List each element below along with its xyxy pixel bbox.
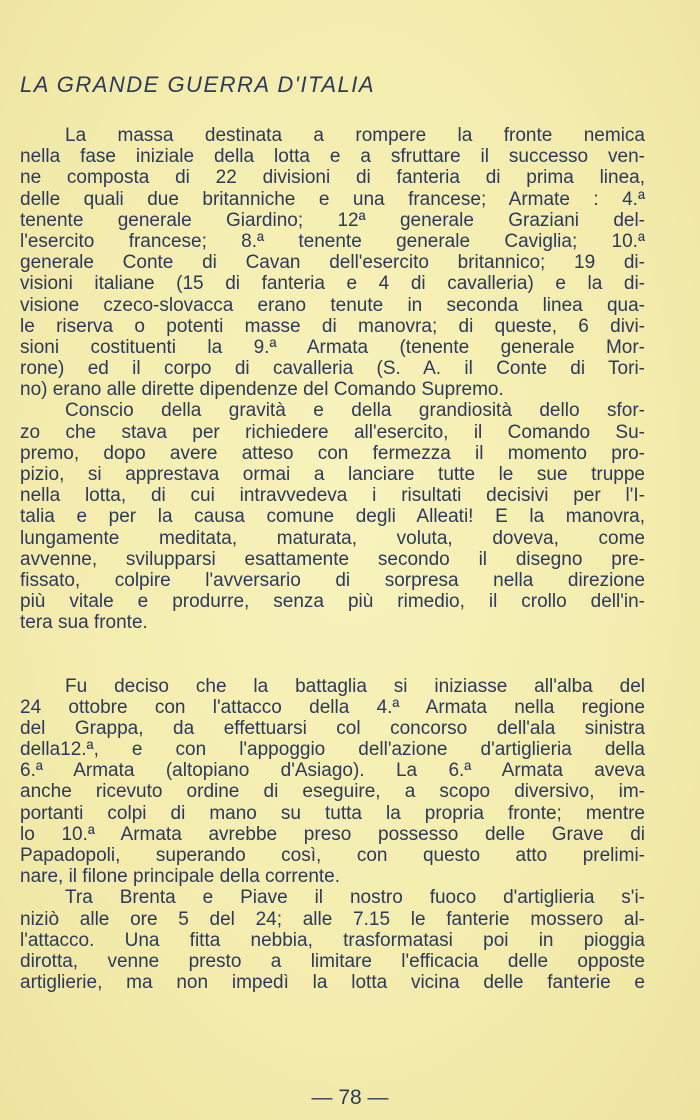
text-line: l'esercito francese; 8.ª tenente generale Caviglia; 10.ª bbox=[20, 230, 645, 252]
text-line: nare, il filone principale della corrente. bbox=[20, 866, 341, 888]
text-line: della12.ª, e con l'appoggio dell'azione d'artiglieria della bbox=[20, 739, 645, 761]
text-line: Fu deciso che la battaglia si iniziasse all'alba del bbox=[65, 675, 645, 697]
text-line: ne composta di 22 divisioni di fanteria di prima linea, bbox=[20, 167, 645, 189]
page-number: — 78 — bbox=[311, 1086, 389, 1109]
text-line: del Grappa, da effettuarsi col concorso dell'ala sinistra bbox=[20, 717, 645, 739]
text-line: tenente generale Giardino; 12ª generale Graziani del- bbox=[20, 209, 645, 231]
text-line: talia e per la causa comune degli Alleati! E la manovra, bbox=[20, 506, 645, 528]
text-line: anche ricevuto ordine di eseguire, a scopo diversivo, im- bbox=[20, 781, 645, 803]
text-line: lungamente meditata, maturata, voluta, doveva, come bbox=[20, 527, 645, 549]
body-text bbox=[20, 125, 645, 993]
text-line: Conscio della gravità e della grandiosità dello sfor- bbox=[65, 400, 645, 422]
text-line: 24 ottobre con l'attacco della 4.ª Armata nella regione bbox=[20, 696, 645, 718]
text-line: 6.ª Armata (altopiano d'Asiago). La 6.ª Armata aveva bbox=[20, 760, 645, 782]
text-line: Tra Brenta e Piave il nostro fuoco d'artiglieria s'i- bbox=[65, 887, 645, 909]
text-line: avvenne, svilupparsi esattamente secondo il disegno pre- bbox=[20, 548, 645, 570]
text-line: nella lotta, di cui intravvedeva i risultati decisivi per l'I- bbox=[20, 485, 645, 507]
text-line: no) erano alle dirette dipendenze del Comando Supremo. bbox=[20, 379, 504, 401]
text-line: tera sua fronte. bbox=[20, 612, 148, 634]
text-line: le riserva o potenti masse di manovra; di queste, 6 divi- bbox=[20, 315, 645, 337]
text-line: zo che stava per richiedere all'esercito, il Comando Su- bbox=[20, 421, 645, 443]
text-line: dirotta, venne presto a limitare l'efficacia delle opposte bbox=[20, 950, 645, 972]
paragraph-gap bbox=[20, 634, 645, 655]
text-line: l'attacco. Una fitta nebbia, trasformatasi poi in pioggia bbox=[20, 929, 645, 951]
running-head: LA GRANDE GUERRA D'ITALIA bbox=[20, 72, 376, 97]
text-line: portanti colpi di mano su tutta la propria fronte; mentre bbox=[20, 802, 645, 824]
text-line: visioni italiane (15 di fanteria e 4 di cavalleria) e la di- bbox=[20, 273, 645, 295]
text-line: niziò alle ore 5 del 24; alle 7.15 le fanterie mossero al- bbox=[20, 908, 645, 930]
paragraph-gap bbox=[20, 655, 645, 676]
text-line: fissato, colpire l'avversario di sorpresa nella direzione bbox=[20, 569, 645, 591]
text-line: visione czeco-slovacca erano tenute in seconda linea qua- bbox=[20, 294, 645, 316]
text-line: lo 10.ª Armata avrebbe preso possesso delle Grave di bbox=[20, 823, 645, 845]
text-line: più vitale e produrre, senza più rimedio, il crollo dell'in- bbox=[20, 591, 645, 613]
text-line: nella fase iniziale della lotta e a sfruttare il successo ven- bbox=[20, 146, 645, 168]
text-line: La massa destinata a rompere la fronte nemica bbox=[65, 125, 645, 146]
text-line: artiglierie, ma non impedì la lotta vicina delle fanterie e bbox=[20, 972, 645, 994]
text-line: sioni costituenti la 9.ª Armata (tenente generale Mor- bbox=[20, 336, 645, 358]
text-line: Papadopoli, superando così, con questo atto prelimi- bbox=[20, 845, 645, 866]
text-line: premo, dopo avere atteso con fermezza il momento pro- bbox=[20, 442, 645, 464]
text-line: delle quali due britanniche e una francese; Armate : 4.ª bbox=[20, 188, 645, 210]
text-line: rone) ed il corpo di cavalleria (S. A. il Conte di Tori- bbox=[20, 358, 645, 380]
text-line: pizio, si apprestava ormai a lanciare tutte le sue truppe bbox=[20, 464, 645, 485]
text-line: generale Conte di Cavan dell'esercito britannico; 19 di- bbox=[20, 252, 645, 274]
